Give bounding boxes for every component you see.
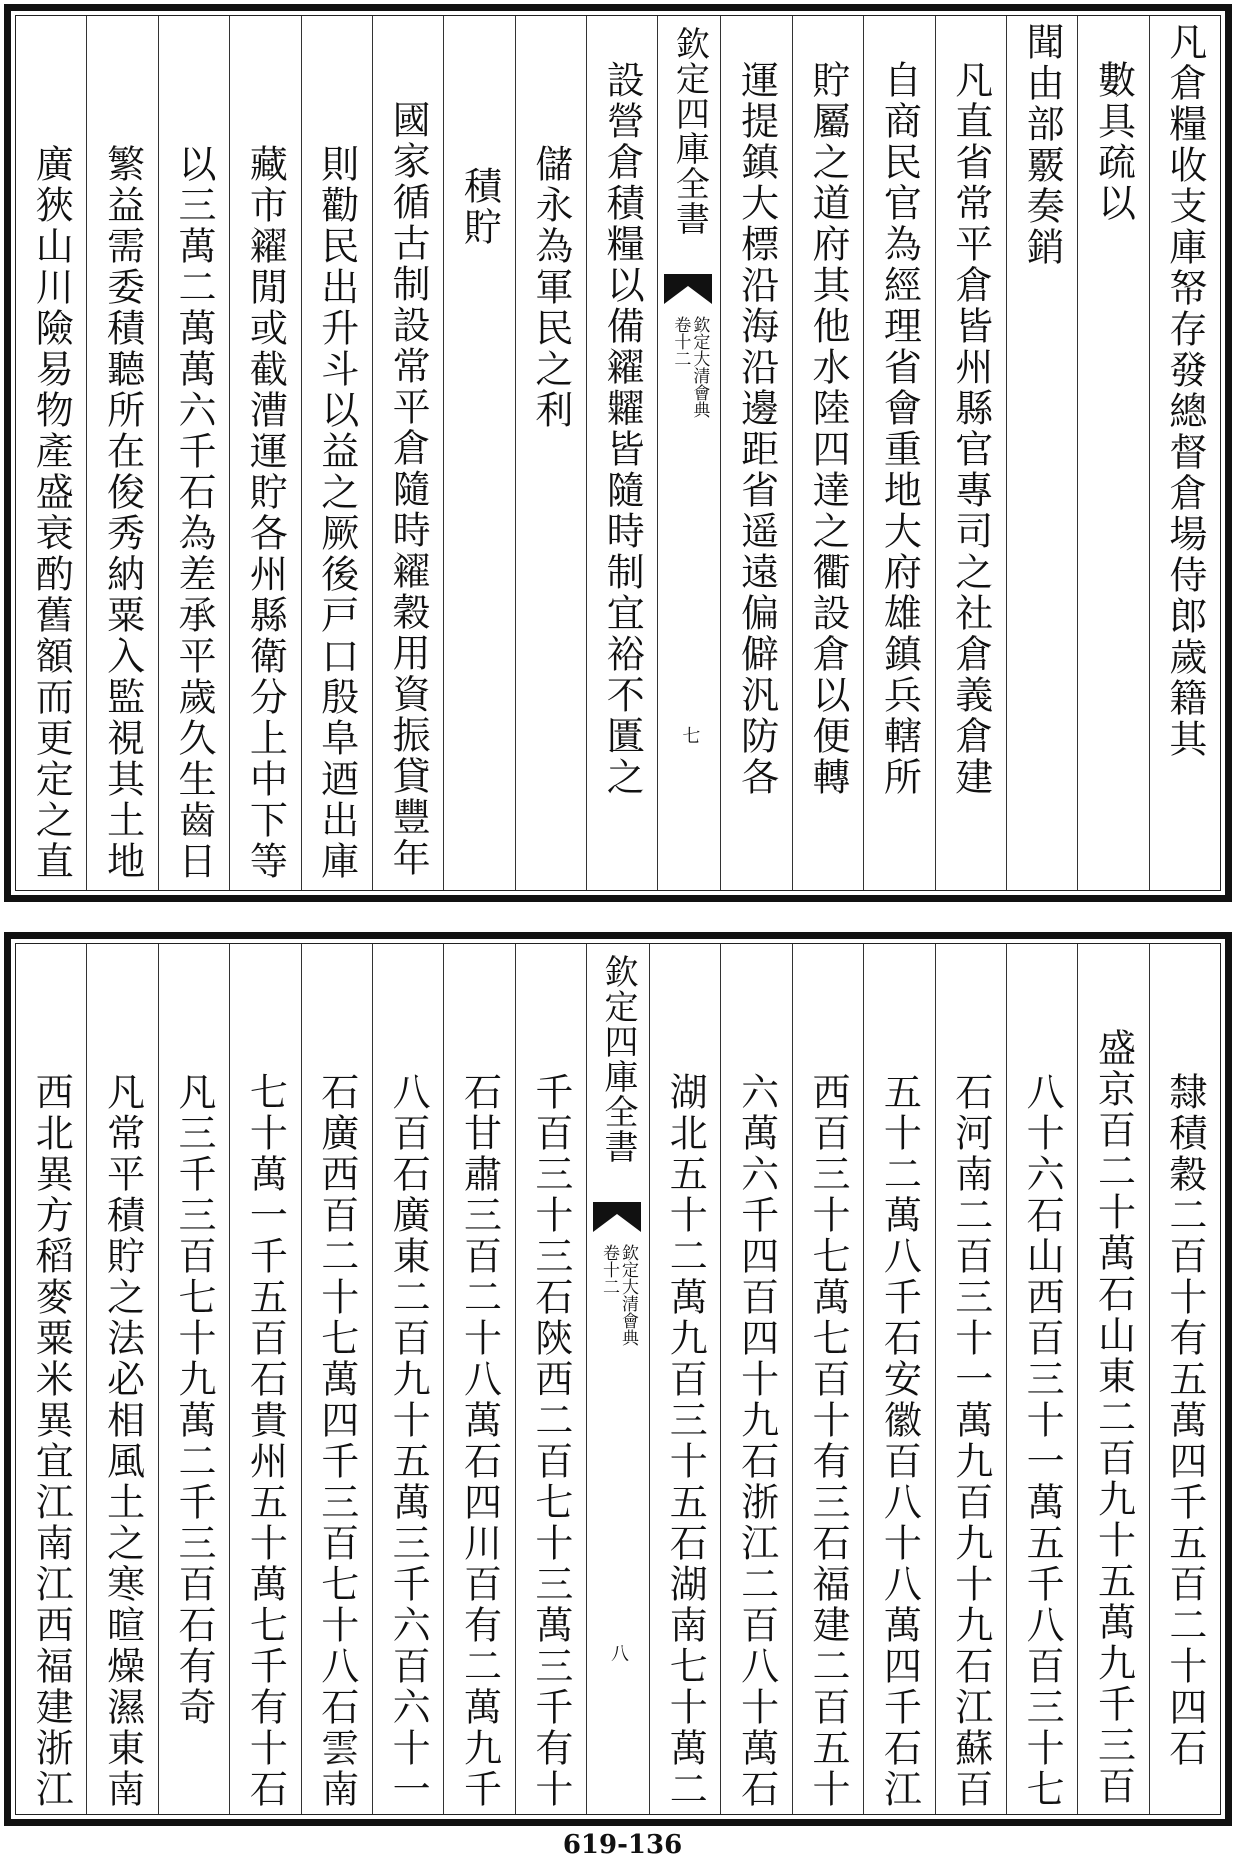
column-text: 以三萬二萬萬六千石為差承平歲久生齒日 xyxy=(171,144,216,882)
column-text: 自商民官為經理省會重地大府雄鎮兵轄所 xyxy=(877,60,922,798)
column-text: 則勸民出升斗以益之厥後戸口殷阜迺出庫 xyxy=(314,144,359,882)
text-column xyxy=(16,944,86,1814)
column-text: 貯屬之道府其他水陸四達之衢設倉以便轉 xyxy=(805,60,850,798)
text-column xyxy=(301,944,372,1814)
column-text: 湖北五十二萬九百三十五石湖南七十萬二 xyxy=(663,1072,708,1810)
bottom-page-frame xyxy=(15,943,1221,1815)
text-column xyxy=(372,16,443,890)
column-text: 凡三千三百七十九萬二千三百石有奇 xyxy=(171,1072,216,1728)
text-column xyxy=(792,944,863,1814)
book-title: 欽定四庫全書 xyxy=(669,26,710,236)
text-column xyxy=(935,944,1006,1814)
text-column xyxy=(515,944,586,1814)
text-column xyxy=(792,16,863,890)
volume-number: 卷十二 xyxy=(599,1244,619,1295)
text-column xyxy=(649,944,720,1814)
text-column xyxy=(16,16,86,890)
column-text: 八百石廣東二百九十五萬三千六百六十一 xyxy=(386,1072,431,1810)
center-column xyxy=(657,16,720,890)
column-text: 西北異方稻麥粟米異宜江南江西福建浙江 xyxy=(29,1072,74,1810)
column-text: 五十二萬八千石安徽百八十八萬四千石江 xyxy=(877,1072,922,1810)
column-text: 藏市糴閒或截漕運貯各州縣衛分上中下等 xyxy=(243,144,288,882)
column-text: 國家循古制設常平倉隨時糴穀用資振貸豐年 xyxy=(386,100,431,879)
volume-number: 卷十二 xyxy=(670,316,691,367)
text-column xyxy=(158,16,229,890)
column-text: 凡直省常平倉皆州縣官專司之社倉義倉建 xyxy=(948,60,993,798)
text-column xyxy=(1006,16,1077,890)
column-text: 七十萬一千五百石貴州五十萬七千有十石 xyxy=(243,1072,288,1810)
column-text: 石河南二百三十一萬九百九十九石江蘇百 xyxy=(948,1072,993,1810)
text-column xyxy=(443,16,514,890)
volume-title: 欽定大清會典 xyxy=(618,1244,638,1346)
text-column xyxy=(935,16,1006,890)
text-column xyxy=(720,16,791,890)
leaf-number: 七 xyxy=(679,726,701,744)
text-column xyxy=(1006,944,1077,1814)
volume-label xyxy=(670,316,710,418)
column-text: 西百三十七萬七百十有三石福建二百五十 xyxy=(805,1072,850,1810)
fishtail-mark-icon xyxy=(664,274,712,308)
top-page xyxy=(4,4,1232,902)
text-column xyxy=(158,944,229,1814)
column-text: 盛京百二十萬石山東二百九十五萬九千三百 xyxy=(1091,1028,1136,1807)
section-heading: 積貯 xyxy=(457,166,502,248)
text-column xyxy=(229,16,300,890)
column-text: 隸積穀二百十有五萬四千五百二十四石 xyxy=(1162,1072,1207,1769)
column-text: 千百三十三石陝西二百七十三萬三千有十 xyxy=(528,1072,573,1810)
column-text: 六萬六千四百四十九石浙江二百八十萬石 xyxy=(734,1072,779,1810)
text-column xyxy=(1149,944,1220,1814)
text-column xyxy=(86,944,157,1814)
text-column xyxy=(1077,16,1148,890)
text-column xyxy=(720,944,791,1814)
column-text: 凡常平積貯之法必相風土之寒暄燥濕東南 xyxy=(100,1072,145,1810)
fishtail-mark-icon xyxy=(593,1202,641,1236)
column-text: 數具疏以 xyxy=(1091,60,1136,224)
column-text: 繁益需委積聽所在俊秀納粟入監視其土地 xyxy=(100,144,145,882)
column-text: 石甘肅三百二十八萬石四川百有二萬九千 xyxy=(457,1072,502,1810)
text-column xyxy=(1077,944,1148,1814)
column-text: 石廣西百二十七萬四千三百七十八石雲南 xyxy=(314,1072,359,1810)
top-page-frame xyxy=(15,15,1221,891)
text-column xyxy=(863,944,934,1814)
bottom-page xyxy=(4,932,1232,1826)
text-column xyxy=(443,944,514,1814)
text-column xyxy=(515,16,586,890)
column-text: 八十六石山西百三十一萬五千八百三十七 xyxy=(1020,1072,1065,1810)
text-column xyxy=(372,944,443,1814)
column-text: 凡倉糧收支庫帑存發總督倉場侍郎歲籍其 xyxy=(1162,22,1207,760)
text-column xyxy=(229,944,300,1814)
book-title: 欽定四庫全書 xyxy=(598,954,638,1164)
text-column xyxy=(863,16,934,890)
text-column xyxy=(301,16,372,890)
text-column xyxy=(586,16,657,890)
text-column xyxy=(86,16,157,890)
leaf-number: 八 xyxy=(608,1644,629,1662)
volume-title: 欽定大清會典 xyxy=(689,316,710,418)
volume-label xyxy=(600,1244,636,1346)
top-page-columns xyxy=(16,16,1220,890)
text-column xyxy=(1149,16,1220,890)
center-column xyxy=(586,944,649,1814)
bottom-page-columns xyxy=(16,944,1220,1814)
column-text: 聞由部覈奏銷 xyxy=(1020,22,1065,268)
column-text: 廣狹山川險易物產盛衰酌舊額而更定之直 xyxy=(29,144,74,882)
column-text: 儲永為軍民之利 xyxy=(528,144,573,431)
column-text: 運提鎮大標沿海沿邊距省遥遠偏僻汎防各 xyxy=(734,60,779,798)
column-text: 設營倉積糧以備糴糶皆隨時制宜裕不匱之 xyxy=(600,60,645,798)
page-code: 619-136 xyxy=(562,1830,683,1860)
